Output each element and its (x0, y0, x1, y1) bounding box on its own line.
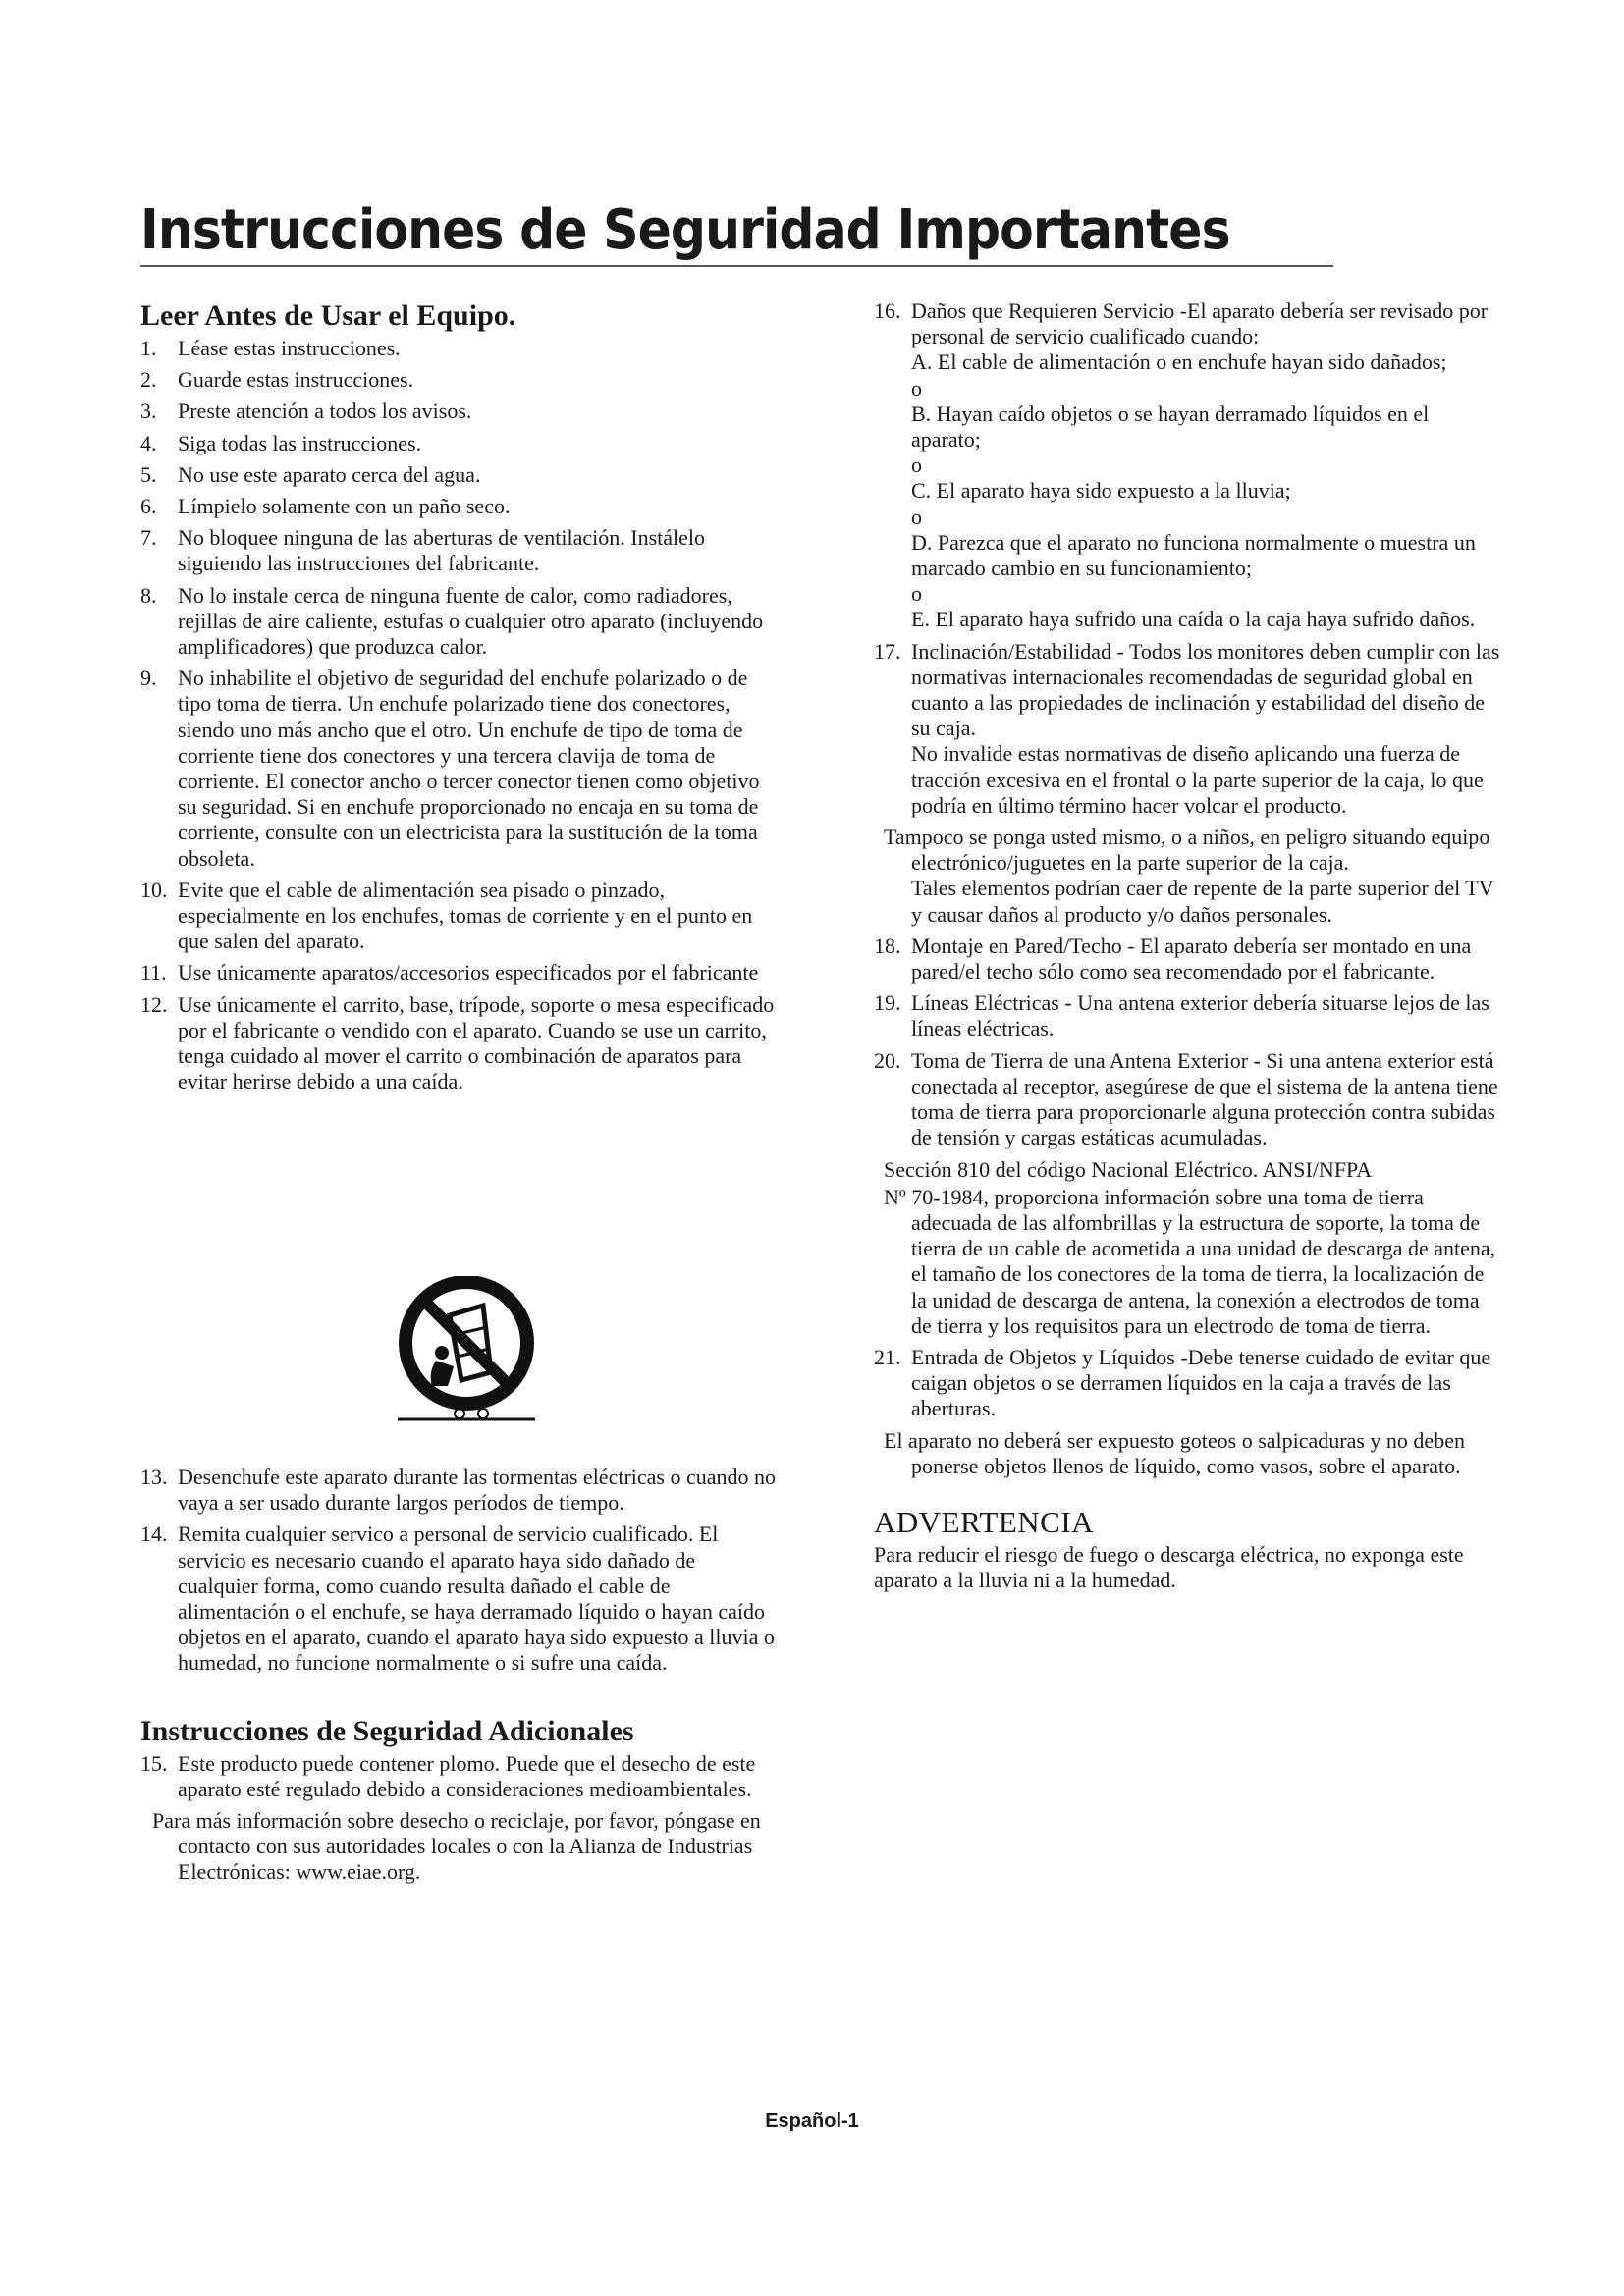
list-item: 14. Remita cualquier servico a personal de servicio cualificado. El servicio es necesario cuando el aparato haya sido dañado de cualquier forma, como cuando resulta dañado el cable de alimentación o el enchufe, se haya derramado líquido o hayan caído objetos en el aparato, cuando el aparato haya sido expuesto a lluvia o humedad, no funcione normalmente o si sufre una caída. (140, 1522, 775, 1676)
list-item: 11. Use únicamente aparatos/accesorios especificados por el fabricante (140, 960, 759, 986)
paragraph-17b: Tampoco se ponga usted mismo, o a niños, en peligro situando equipo electrónico/juguetes en la parte superior de la caja. (884, 825, 1490, 876)
page-title: Instrucciones de Seguridad Importantes (140, 196, 1333, 267)
safety-list-21 (874, 1345, 1502, 1422)
list-item: 20. Toma de Tierra de una Antena Exterior - Si una antena exterior está conectada al receptor, asegúrese de que el sistema de la antena tiene toma de tierra para proporcionarle alguna protección contra subidas de tensión y cargas estáticas acumuladas. (874, 1047, 1498, 1150)
warning-heading: ADVERTENCIA (874, 1504, 1095, 1539)
list-item: 5. No use este aparato cerca del agua. (140, 461, 481, 487)
paragraph-21: El aparato no deberá ser expuesto goteos o salpicaduras y no deben ponerse objetos llenos de líquido, como vasos, sobre el aparato. (884, 1427, 1465, 1478)
list-item: 18. Montaje en Pared/Techo - El aparato debería ser montado en una pared/el techo sólo como sea recomendado por el fabricante. (874, 933, 1472, 985)
list-item: 12. Use únicamente el carrito, base, trípode, soporte o mesa especificado por el fabricante o vendido con el aparato. Cuando se use un carrito, tenga cuidado al mover el carrito o combinación de aparatos para evitar herirse debido a una caída. (140, 991, 775, 1095)
list-item: 15. Este producto puede contener plomo. Puede que el desecho de este aparato esté regulado debido a consideraciones medioambientales. (140, 1750, 756, 1801)
list-item: 10. Evite que el cable de alimentación sea pisado o pinzado, especialmente en los enchufes, tomas de corriente y en el punto en que salen del aparato. (140, 877, 753, 954)
list-item: 17. Inclinación/Estabilidad - Todos los monitores deben cumplir con las normativas internacionales recomendadas de seguridad global en cuanto a las propiedades de inclinación y estabilidad del diseño de su caja. No invalide estas normativas de diseño aplicando una fuerza de tracción excesiva en el frontal o la parte superior de la caja, lo que podría en último término hacer volcar el producto. (874, 638, 1500, 818)
paragraph-17c: Tales elementos podrían caer de repente de la parte superior del TV y causar daños al producto y/o daños personales. (911, 876, 1494, 927)
list-item: 21. Entrada de Objetos y Líquidos -Debe tenerse cuidado de evitar que caigan objetos o se derramen líquidos en la caja a través de las aberturas. (874, 1344, 1491, 1421)
left-column (140, 298, 779, 1100)
paragraph-20a: Sección 810 del código Nacional Eléctrico. ANSI/NFPA (884, 1156, 1373, 1182)
safety-list-1-12 (140, 336, 779, 1095)
list-item: 6. Límpielo solamente con un paño seco. (140, 494, 511, 519)
list-item: 13. Desenchufe este aparato durante las tormentas eléctricas o cuando no vaya a ser usado durante largos períodos de tiempo. (140, 1465, 777, 1516)
safety-list-13-14 (140, 1465, 779, 1677)
warning-text: Para reducir el riesgo de fuego o descarga eléctrica, no exponga este aparato a la lluvia ni a la humedad. (874, 1541, 1464, 1593)
paragraph-20b: Nº 70-1984, proporciona información sobre una toma de tierra adecuada de las alfombrillas y la estructura de soporte, la toma de tierra de un cable de acometida a una unidad de descarga de antena, el tamaño de los conectores de la toma de tierra, la localización de la unidad de descarga de antena, la conexión a electrodos de toma de tierra y los requisitos para un electrodo de toma de tierra. (884, 1184, 1496, 1338)
list-item: 16. Daños que Requieren Servicio -El aparato debería ser revisado por personal de servicio cualificado cuando: A. El cable de alimentación o en enchufe hayan sido dañados; o B. Hayan caído objetos o se hayan derramado líquidos en el aparato; o C. El aparato haya sido expuesto a la lluvia; o D. Parezca que el aparato no funciona normalmente o muestra un marcado cambio en su funcionamiento; o E. El aparato haya sufrido una caída o la caja haya sufrido daños. (874, 298, 1489, 632)
list-item: 3. Preste atención a todos los avisos. (140, 399, 472, 424)
section-heading-additional: Instrucciones de Seguridad Adicionales (140, 1714, 634, 1747)
list-item: 2. Guarde estas instrucciones. (140, 367, 414, 393)
safety-list-15 (140, 1751, 779, 1802)
recycling-paragraph: Para más información sobre desecho o reciclaje, por favor, póngase en contacto con sus autoridades locales o con la Alianza de Industrias Electrónicas: www.eiae.org. (152, 1808, 761, 1885)
safety-list-18-20 (874, 934, 1502, 1151)
section-heading-read-before: Leer Antes de Usar el Equipo. (140, 299, 516, 332)
list-item: 4. Siga todas las instrucciones. (140, 430, 422, 455)
left-column-lower (140, 1465, 779, 1892)
list-item: 7. No bloquee ninguna de las aberturas de ventilación. Instálelo siguiendo las instrucciones del fabricante. (140, 525, 705, 576)
list-item: 19. Líneas Eléctricas - Una antena exterior debería situarse lejos de las líneas eléctricas. (874, 990, 1489, 1041)
cart-tipover-warning-icon (393, 1276, 540, 1428)
right-column (874, 298, 1502, 1593)
safety-list-16-17 (874, 298, 1502, 819)
list-item: 8. No lo instale cerca de ninguna fuente de calor, como radiadores, rejillas de aire caliente, estufas o cualquier otro aparato (incluyendo amplificadores) que produzca calor. (140, 582, 764, 660)
page-number: Español-1 (765, 2110, 859, 2132)
list-item: 1. Léase estas instrucciones. (140, 336, 401, 360)
list-item: 9. No inhabilite el objetivo de seguridad del enchufe polarizado o de tipo toma de tierra. Un enchufe polarizado tiene dos conectores, siendo uno más ancho que el otro. Un enchufe de tipo de toma de corriente tiene dos conectores y una tercera clavija de toma de corriente. El conector ancho o tercer conector tienen como objetivo su seguridad. Si en enchufe proporcionado no encaja en su toma de corriente, consulte con un electricista para la sustitución de la toma obsoleta. (140, 666, 760, 871)
